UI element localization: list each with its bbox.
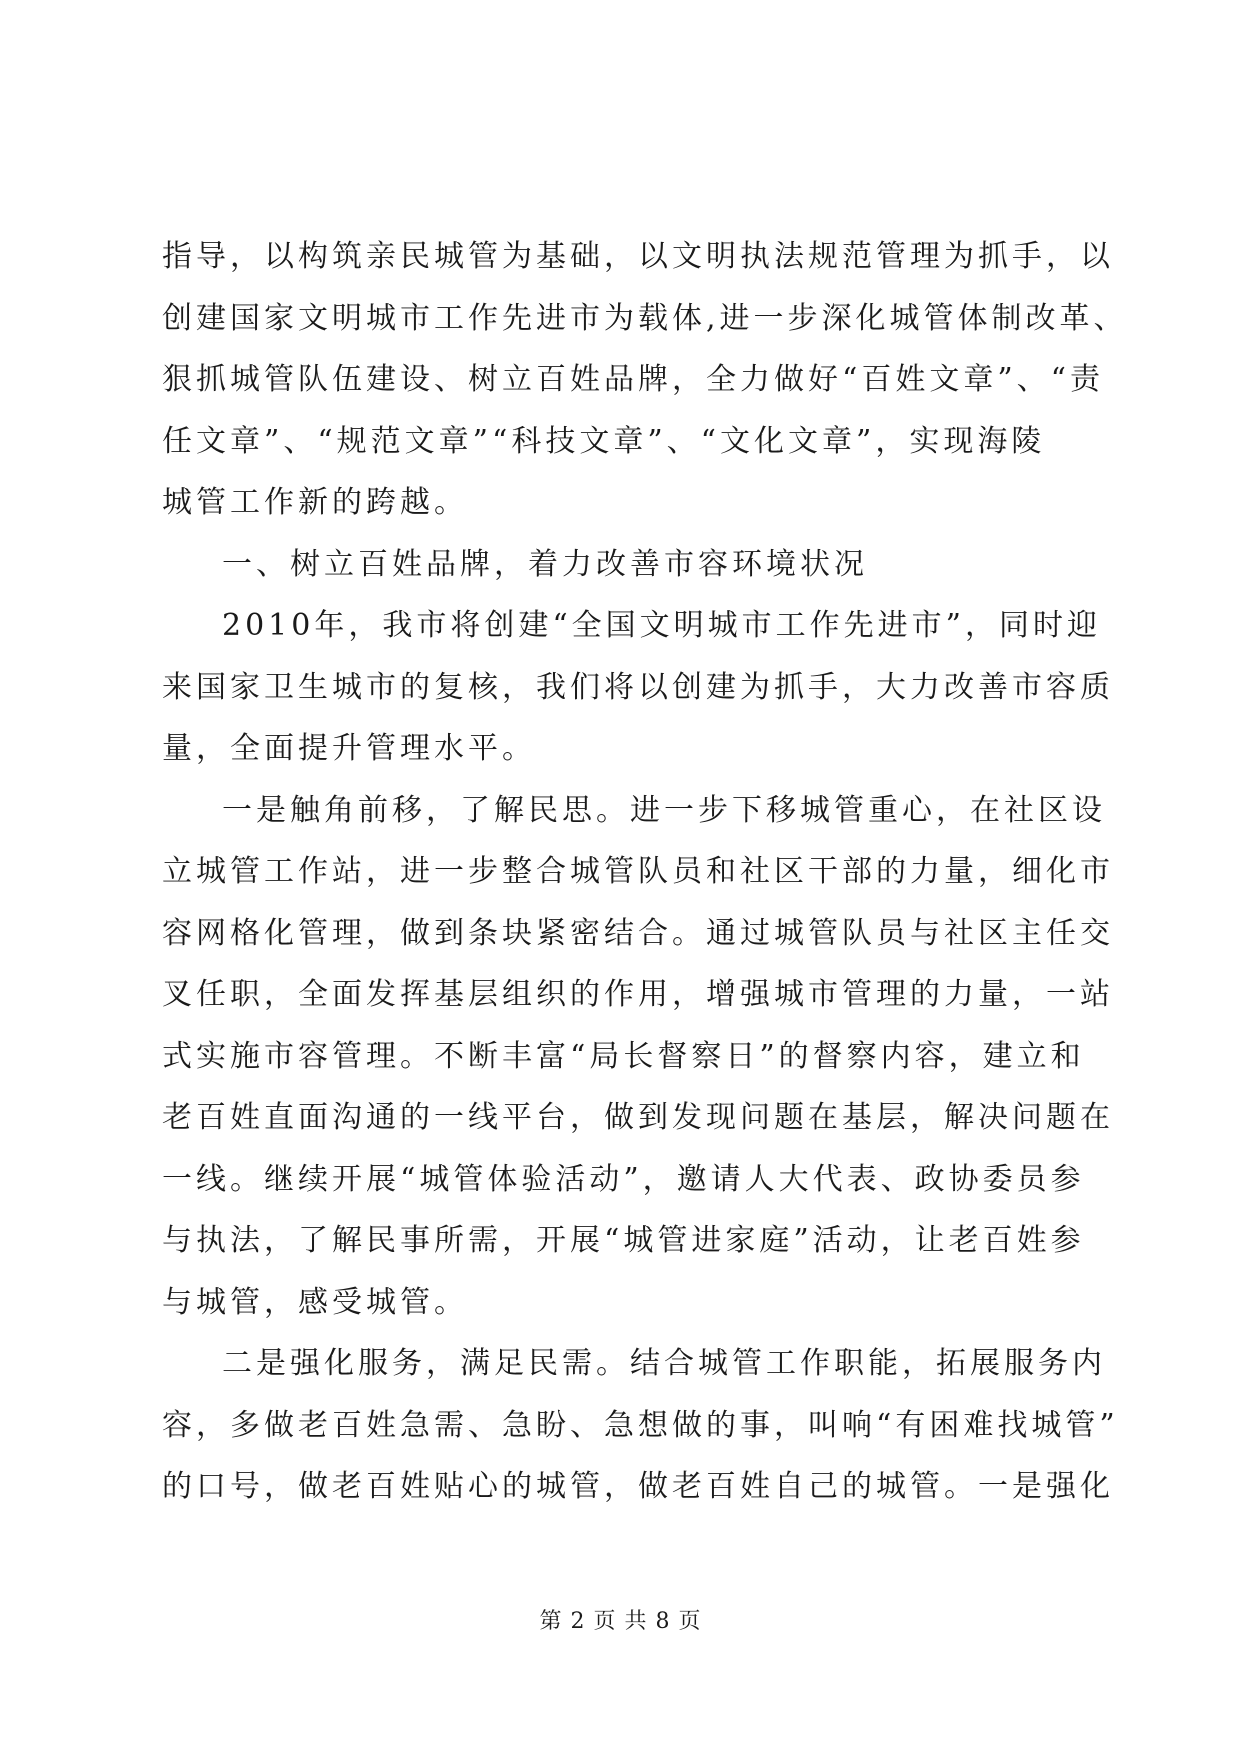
body-line: 任文章”、“规范文章”“科技文章”、“文化文章”，实现海陵 (162, 423, 1046, 459)
body-line: 创建国家文明城市工作先进市为载体,进一步深化城管体制改革、 (162, 300, 1128, 336)
page-number-footer: 第 2 页 共 8 页 (539, 1609, 702, 1634)
body-line: 狠抓城管队伍建设、树立百姓品牌，全力做好“百姓文章”、“责 (162, 362, 1105, 397)
body-line: 容，多做老百姓急需、急盼、急想做的事，叫响“有困难找城管” (162, 1407, 1119, 1443)
section-heading: 一、树立百姓品牌，着力改善市容环境状况 (222, 546, 868, 582)
body-line: 与执法，了解民事所需，开展“城管进家庭”活动，让老百姓参 (162, 1223, 1085, 1258)
body-line: 式实施市容管理。不断丰富“局长督察日”的督察内容，建立和 (162, 1038, 1085, 1074)
body-line: 的口号，做老百姓贴心的城管，做老百姓自己的城管。一是强化 (162, 1469, 1114, 1504)
body-line: 一是触角前移，了解民思。进一步下移城管重心，在社区设 (222, 792, 1106, 828)
body-line: 来国家卫生城市的复核，我们将以创建为抓手，大力改善市容质 (162, 669, 1114, 705)
body-line: 立城管工作站，进一步整合城管队员和社区干部的力量，细化市 (162, 854, 1114, 889)
body-line: 一线。继续开展“城管体验活动”，邀请人大代表、政协委员参 (162, 1161, 1085, 1197)
body-line: 叉任职，全面发挥基层组织的作用，增强城市管理的力量，一站 (162, 977, 1114, 1012)
body-line: 与城管，感受城管。 (162, 1284, 468, 1320)
body-line: 指导，以构筑亲民城管为基础，以文明执法规范管理为抓手，以 (162, 239, 1114, 274)
body-line: 城管工作新的跨越。 (162, 485, 468, 520)
body-line: 2010年，我市将创建“全国文明城市工作先进市”，同时迎 (222, 608, 1102, 643)
document-body (162, 226, 1128, 1518)
body-line: 二是强化服务，满足民需。结合城管工作职能，拓展服务内 (222, 1346, 1106, 1381)
body-line: 量，全面提升管理水平。 (162, 731, 536, 766)
body-line: 老百姓直面沟通的一线平台，做到发现问题在基层，解决问题在 (162, 1100, 1114, 1135)
body-line: 容网格化管理，做到条块紧密结合。通过城管队员与社区主任交 (162, 915, 1114, 951)
